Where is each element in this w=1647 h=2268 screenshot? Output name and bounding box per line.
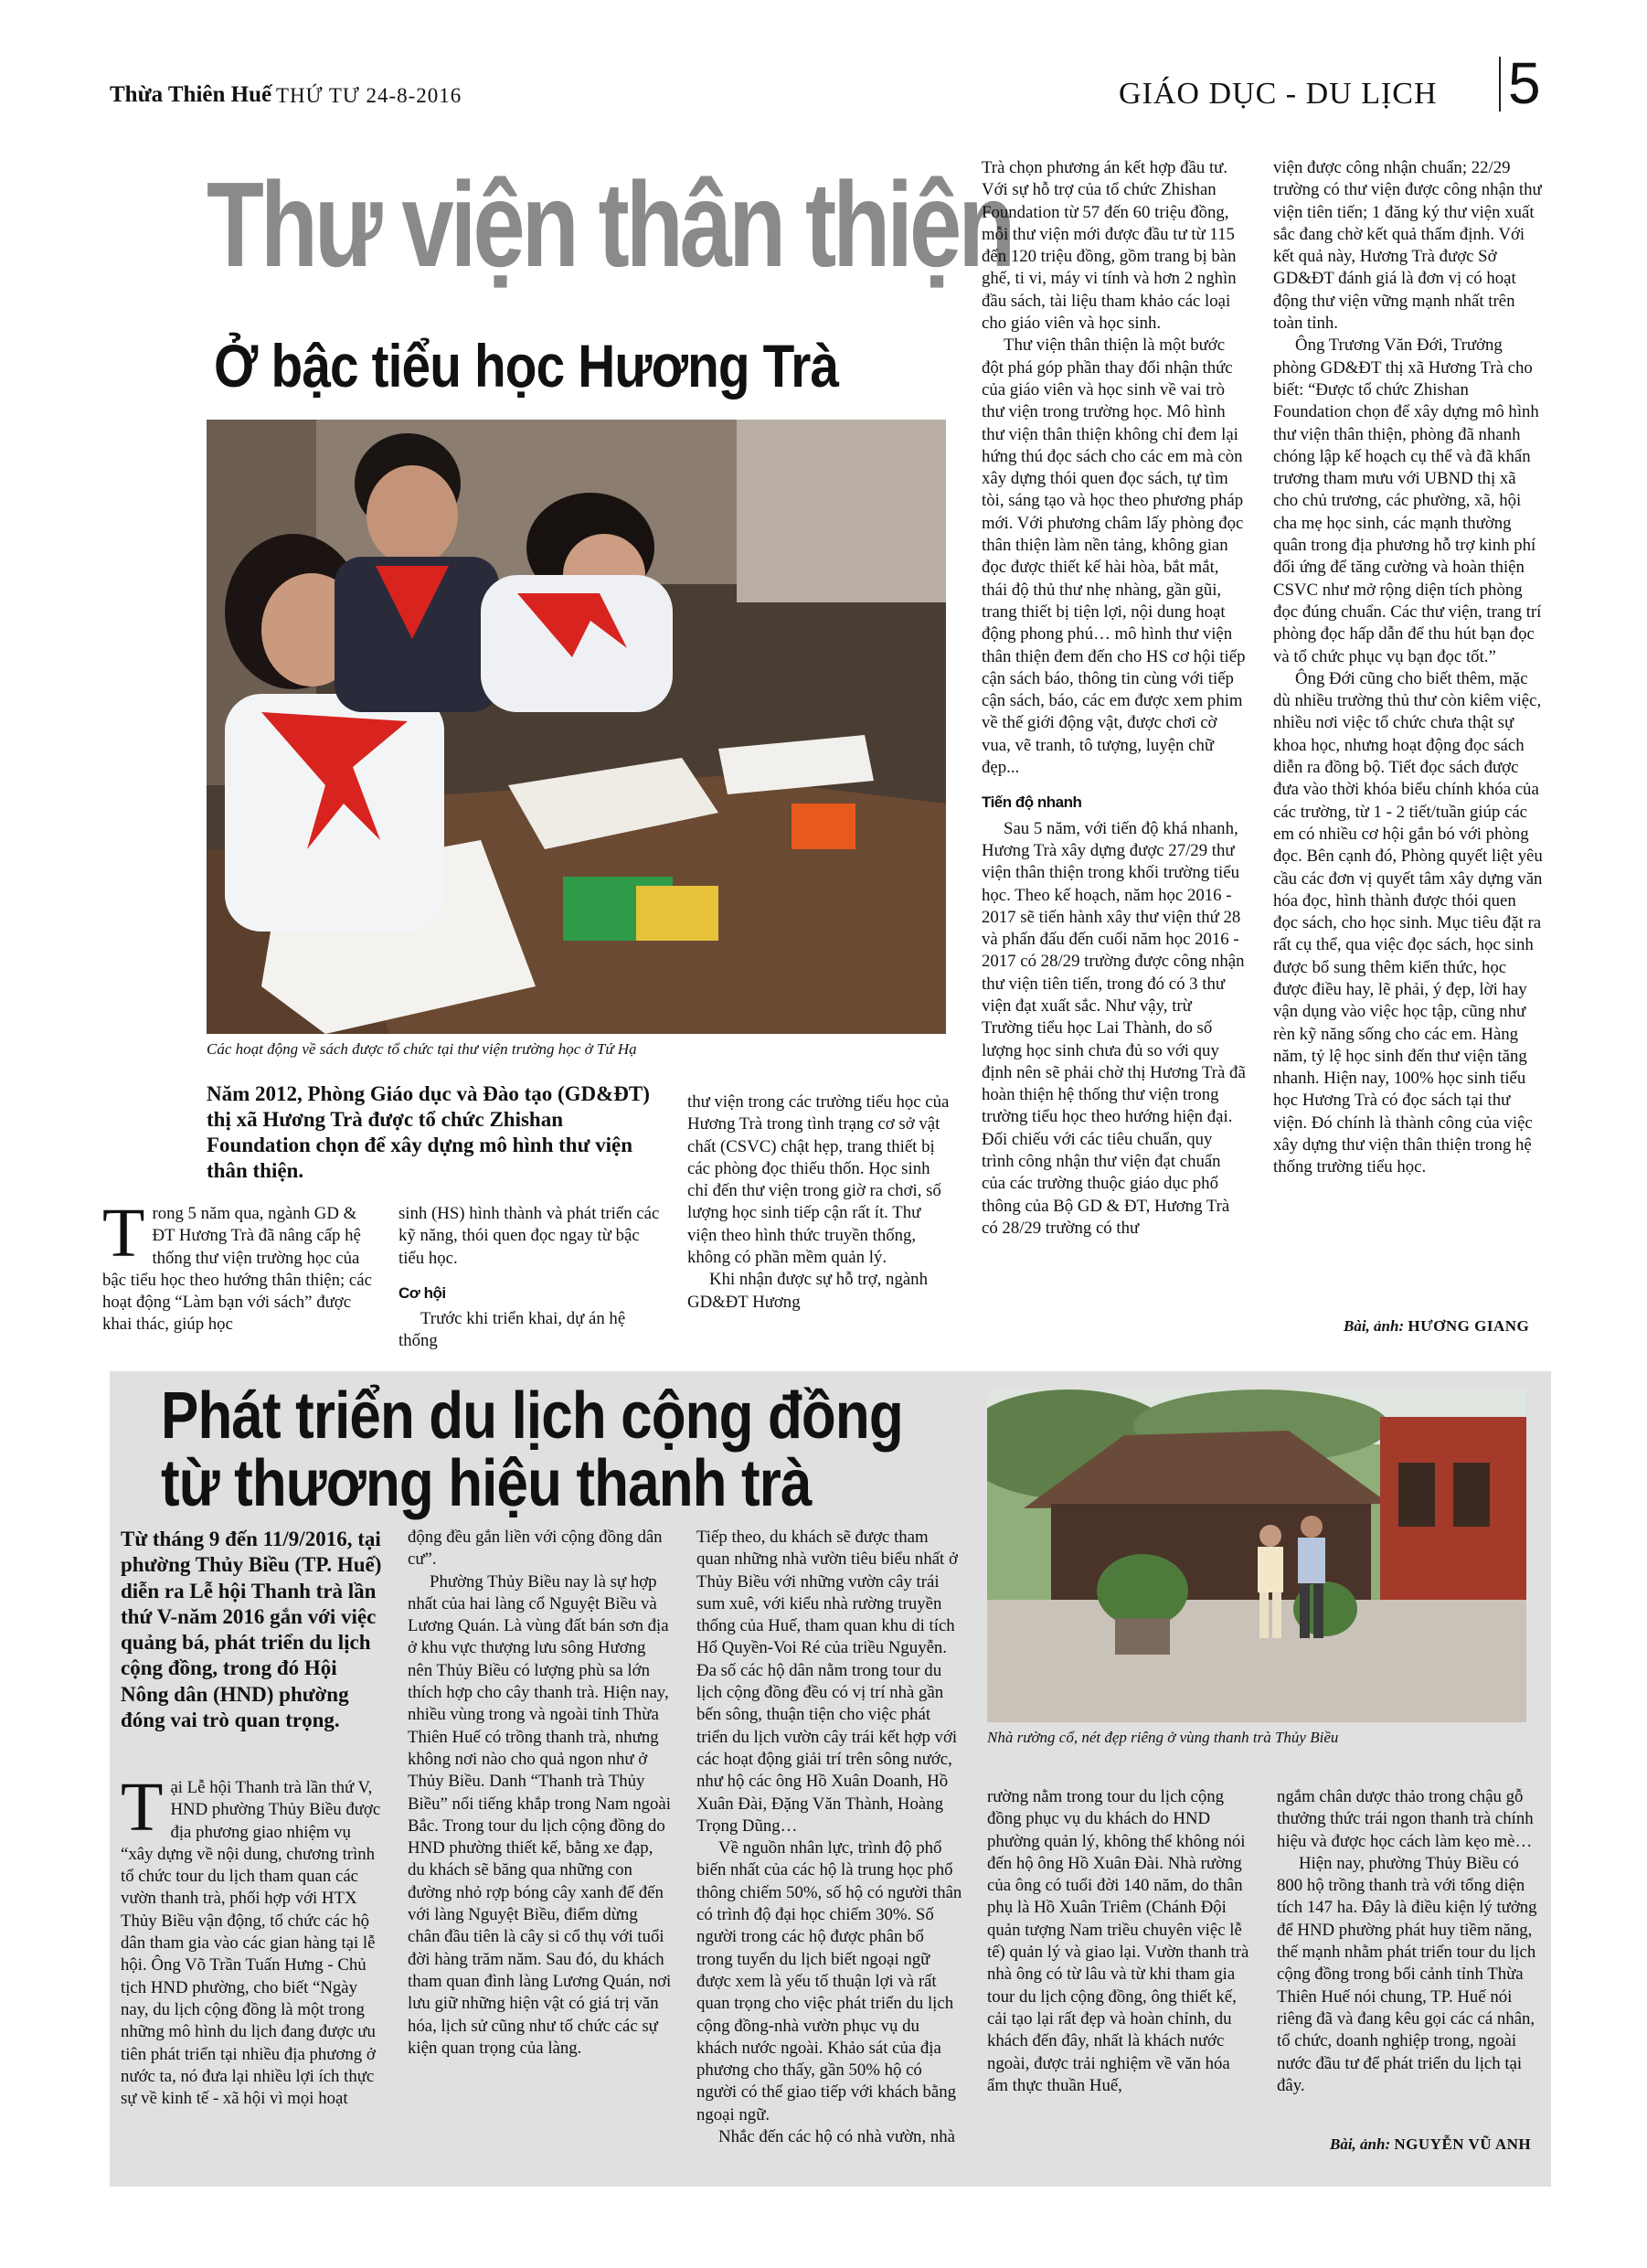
article2-paragraph: rường nằm trong tour du lịch cộng đồng phục vụ du khách do HND phường quản lý, không thể không nói đến hộ ông Hồ Xuân Đài. Nhà rường của ông có tuổi đời 140 năm, do thân phụ là Hồ Xuân Triêm (Chánh Đội quản tượng Nam triều chuyên việc lễ tế) quản lý và giao lại. Vườn thanh trà nhà ông có từ lâu và từ khi tham gia tour du lịch cộng đồng, ông thiết kế, cải tạo lại rất đẹp và hoàn chỉnh, du khách đến đây, nhất là khách nước ngoài, được trải nghiệm về văn hóa ẩm thực thuần Huế, [987, 1787, 1249, 2095]
article1-photo [207, 420, 946, 1034]
article1-paragraph: Thư viện thân thiện là một bước đột phá góp phần thay đổi nhận thức của giáo viên và học sinh về vai trò thư viện trong trường học. Mô hình thư viện thân thiện không chỉ đem lại hứng thú đọc sách cho các em mà còn xây dựng thói quen đọc sách, tự tìm tòi, sáng tạo và học theo phương pháp mới. Với phương châm lấy phòng đọc thân thiện làm nền tảng, không gian đọc được thiết kế hài hòa, bắt mắt, thái độ thủ thư nhẹ nhàng, gần gũi, trang thiết bị tiện lợi, nội dung hoạt động phong phú… mô hình thư viện thân thiện đem đến cho HS cơ hội tiếp cận sách báo, thông tin cùng với tiếp cận sách, báo, các em được xem phim về thế giới động vật, được chơi cờ vua, vẽ tranh, tô tượng, luyện chữ đẹp... [982, 335, 1246, 778]
article2-photo [987, 1390, 1526, 1722]
byline-author: NGUYỄN VŨ ANH [1394, 2135, 1532, 2153]
byline-prefix: Bài, ảnh: [1344, 1317, 1408, 1335]
article2-byline [1330, 2135, 1531, 2154]
article1-column-5 [1273, 157, 1544, 1179]
article2-column-1 [121, 1769, 388, 2110]
article1-column-1 [102, 1195, 377, 1336]
article1-title: Thư viện thân thiện [207, 157, 1013, 292]
article2-paragraph: Tiếp theo, du khách sẽ được tham quan những nhà vườn tiêu biểu nhất ở Thủy Biều với những vườn cây trái sum xuê, với kiểu nhà rường truyền thống của Huế, tham quan khu di tích Hổ Quyền-Voi Ré của triều Nguyễn. Đa số các hộ dân nằm trong tour du lịch cộng đồng đều có vị trí nhà gần bến sông, thuận tiện cho việc phát triển du lịch vườn cây trái kết hợp với các hoạt động giải trí trên sông nước, như hộ các ông Hồ Xuân Doanh, Hồ Xuân Đài, Đặng Văn Thành, Hoàng Trọng Dũng… [696, 1528, 958, 1836]
article1-subheading: Tiến độ nhanh [982, 793, 1082, 812]
byline-author: HƯƠNG GIANG [1408, 1317, 1530, 1335]
article1-column-4 [982, 157, 1247, 1240]
article2-photo-caption: Nhà rường cổ, nét đẹp riêng ở vùng thanh trà Thủy Biều [987, 1729, 1339, 1746]
issue-date: THỨ TƯ 24-8-2016 [276, 84, 462, 107]
newspaper-name: Thừa Thiên Huế [110, 82, 272, 107]
article1-paragraph: Trước khi triển khai, dự án hệ thống [398, 1309, 626, 1351]
traditional-house-illustration [987, 1390, 1526, 1722]
section-title: GIÁO DỤC - DU LỊCH [1119, 77, 1438, 111]
article2-lead: Từ tháng 9 đến 11/9/2016, tại phường Thủy Biều (TP. Huế) diễn ra Lễ hội Thanh trà lần thứ V-năm 2016 gắn với việc quảng bá, phát triển du lịch cộng đồng, trong đó Hội Nông dân (HND) phường đóng vai trò quan trọng. [121, 1528, 382, 1732]
page-number: 5 [1508, 50, 1541, 116]
article1-paragraph: sinh (HS) hình thành và phát triển các kỹ năng, thói quen đọc ngay từ bậc tiểu học. [398, 1204, 660, 1268]
article2-column-2 [408, 1527, 673, 2060]
article1-paragraph: rong 5 năm qua, ngành GD & ĐT Hương Trà đã nâng cấp hệ thống thư viện trường học của bậc tiểu học theo hướng thân thiện; các hoạt động “Làm bạn với sách” được khai thác, giúp học [102, 1204, 372, 1335]
article1-column-3 [687, 1091, 954, 1314]
article1-paragraph: Trà chọn phương án kết hợp đầu tư. Với sự hỗ trợ của tổ chức Zhishan Foundation từ 57 đến 60 triệu đồng, mỗi thư viện mới được đầu tư từ 115 đến 120 triệu đồng, gồm trang bị bàn ghế, ti vi, máy vi tính và hơn 2 nghìn đầu sách, tài liệu tham khảo các loại cho giáo viên và học sinh. [982, 158, 1237, 334]
article1-paragraph: Ông Trương Văn Đới, Trưởng phòng GD&ĐT thị xã Hương Trà cho biết: “Được tổ chức Zhishan Foundation chọn để xây dựng mô hình thư viện thân thiện, phòng đã nhanh chóng lập kế hoạch cụ thể và đã khẩn trương tham mưu với UBND thị xã cho chủ trương, các phường, xã, hội cha mẹ học sinh, các mạnh thường quân trong địa phương hỗ trợ kinh phí đối ứng để tăng cường và hoàn thiện CSVC như mở rộng diện tích phòng đọc đúng chuẩn. Các thư viện, trang trí phòng đọc hấp dẫn để thu hút bạn đọc và tổ chức phục vụ bạn đọc tốt.” [1273, 335, 1542, 666]
drop-cap: T [121, 1769, 164, 1846]
article1-paragraph: viện được công nhận chuẩn; 22/29 trường có thư viện được công nhận thư viện tiên tiến; 1 đăng ký thư viện xuất sắc đang chờ kết quả thẩm định. Với kết quả này, Hương Trà được Sở GD&ĐT đánh giá là đơn vị có hoạt động thư viện vững mạnh nhất trên toàn tỉnh. [1273, 158, 1542, 334]
article2-title-line2: từ thương hiệu thanh trà [161, 1447, 812, 1520]
article2-column-3 [696, 1527, 963, 2148]
article2-paragraph: Về nguồn nhân lực, trình độ phổ biến nhất của các hộ là trung học phổ thông chiếm 50%, số hộ có người thân có trình độ đại học chiếm 30%. Số người trong các hộ được phân bổ trong tuyển du lịch biết ngoại ngữ được xem là yếu tố thuận lợi và rất quan trọng cho việc phát triển du lịch cộng đồng-nhà vườn phục vụ du khách nước ngoài. Khảo sát của địa phương cho thấy, gần 50% hộ có người có thể giao tiếp với khách bằng ngoại ngữ. [696, 1838, 962, 2124]
article1-photo-caption: Các hoạt động về sách được tổ chức tại thư viện trường học ở Tứ Hạ [207, 1040, 637, 1058]
article1-paragraph: Ông Đới cũng cho biết thêm, mặc dù nhiều trường thủ thư còn kiêm việc, nhiều nơi việc tổ chức chưa thật sự khoa học, nhưng hoạt động đọc sách diễn ra đồng bộ. Tiết đọc sách được đưa vào thời khóa biểu chính khóa của các trường, từ 1 - 2 tiết/tuần giúp các em có nhiều cơ hội gắn bó với phòng đọc. Bên cạnh đó, Phòng quyết liệt yêu cầu các đơn vị quyết tâm xây dựng văn hóa đọc, hình thành được thói quen đọc sách, cho học sinh. Mục tiêu đặt ra rất cụ thể, qua việc đọc sách, học sinh được bổ sung thêm kiến thức, học được điều hay, lẽ phải, ý đẹp, lời hay vận dụng vào việc học tập, cũng như rèn kỹ năng sống cho các em. Hàng năm, tỷ lệ học sinh đến thư viện tăng nhanh. Hiện nay, 100% học sinh tiểu học Hương Trà có đọc sách tại thư viện. Đó chính là thành công của việc xây dựng thư viện thân thiện trong hệ thống trường tiểu học. [1273, 668, 1543, 1177]
article2-title-line1: Phát triển du lịch cộng đồng [161, 1379, 903, 1453]
article2-paragraph: Phường Thủy Biều nay là sự hợp nhất của hai làng cổ Nguyệt Biều và Lương Quán. Là vùng đất bán sơn địa ở khu vực thượng lưu sông Hương nên Thủy Biều có lượng phù sa lớn thích hợp cho cây thanh trà. Hiện nay, nhiều vùng trong và ngoài tỉnh Thừa Thiên Huế có trồng thanh trà, nhưng không nơi nào cho quả ngon như ở Thủy Biều. Danh “Thanh trà Thủy Biều” nổi tiếng khắp trong Nam ngoài Bắc. Trong tour du lịch cộng đồng do HND phường thiết kế, bằng xe đạp, du khách sẽ băng qua những con đường nhỏ rợp bóng cây xanh để đến với làng Nguyệt Biều, điểm dừng chân đầu tiên là cây si cổ thụ với tuổi đời hàng trăm năm. Sau đó, du khách tham quan đình làng Lương Quán, nơi lưu giữ những hiện vật có giá trị văn hóa, lịch sử cũng như tổ chức các sự kiện quan trọng của làng. [408, 1571, 672, 2058]
article2-paragraph: ại Lễ hội Thanh trà lần thứ V, HND phường Thủy Biều được địa phương giao nhiệm vụ “xây dựng về nội dung, chương trình tổ chức tour du lịch tham quan các vườn thanh trà, phối hợp với HTX Thủy Biều vận động, tổ chức các hộ dân tham gia vào các gian hàng tại lễ hội. Ông Võ Trần Tuấn Hưng - Chủ tịch HND phường, cho biết “Ngày nay, du lịch cộng đồng là một trong những mô hình du lịch đang được ưu tiên phát triển tại nhiều địa phương ở nước ta, nó đưa lại nhiều lợi ích thực sự về kinh tế - xã hội vì mọi hoạt [121, 1778, 381, 2109]
article1-paragraph: Khi nhận được sự hỗ trợ, ngành GD&ĐT Hương [687, 1270, 928, 1312]
article1-paragraph: Sau 5 năm, với tiến độ khá nhanh, Hương Trà xây dựng được 27/29 thư viện thân thiện trong khối trường tiểu học. Theo kế hoạch, năm học 2016 - 2017 sẽ tiến hành xây thư viện thứ 28 và phấn đấu đến cuối năm học 2016 - 2017 có 28/29 trường được công nhận thư viện tiên tiến, trong đó có 3 thư viện đạt xuất sắc. Như vậy, trừ Trường tiểu học Lai Thành, do số lượng học sinh chưa đủ so với quy định nên sẽ phải chờ thị Hương Trà đã hoàn thiện hệ thống thư viện trong trường tiểu học theo hướng hiện đại. Đối chiếu với các tiêu chuẩn, quy trình công nhận thư viện đạt chuẩn của các trường thuộc giáo dục phổ thông của Bộ GD & ĐT, Hương Trà có 28/29 trường có thư [982, 818, 1246, 1238]
article1-byline [1344, 1317, 1529, 1336]
students-drawing-illustration [207, 420, 946, 1034]
article2-paragraph: động đều gắn liền với cộng đồng dân cư”. [408, 1528, 663, 1570]
byline-prefix: Bài, ảnh: [1330, 2135, 1395, 2153]
article2-column-4 [987, 1786, 1254, 2097]
article1-subheading: Cơ hội [398, 1283, 446, 1302]
article1-paragraph: thư viện trong các trường tiểu học của Hương Trà trong tình trạng cơ sở vật chất (CSVC) chật hẹp, trang thiết bị các phòng đọc thiếu thốn. Học sinh chỉ đến thư viện trong giờ ra chơi, số lượng học sinh tiếp cận rất ít. Thư viện theo hình thức truyền thống, không có phần mềm quản lý. [687, 1092, 950, 1268]
article1-subtitle: Ở bậc tiểu học Hương Trà [214, 332, 839, 399]
header-divider [1499, 57, 1501, 112]
article2-paragraph: Nhắc đến các hộ có nhà vườn, nhà [718, 2127, 955, 2147]
article1-lead: Năm 2012, Phòng Giáo dục và Đào tạo (GD&ĐT) thị xã Hương Trà được tổ chức Zhishan Foundation chọn để xây dựng mô hình thư viện thân thiện. [207, 1082, 650, 1182]
article2-paragraph: Hiện nay, phường Thủy Biều có 800 hộ trồng thanh trà với tổng diện tích 147 ha. Đây là điều kiện lý tưởng để HND phường phát huy tiềm năng, thế mạnh nhằm phát triển tour du lịch cộng đồng trong bối cảnh tỉnh Thừa Thiên Huế nói chung, TP. Huế nói riêng đã và đang kêu gọi các cá nhân, tổ chức, doanh nghiệp trong, ngoài nước đầu tư để phát triển du lịch tại đây. [1277, 1853, 1537, 2095]
article1-column-2 [398, 1203, 664, 1353]
article2-paragraph: ngắm chân dược thảo trong chậu gỗ thưởng thức trái ngon thanh trà chính hiệu và được học cách làm kẹo mè… [1277, 1787, 1534, 1851]
drop-cap: T [102, 1195, 145, 1272]
article2-column-5 [1277, 1786, 1542, 2097]
